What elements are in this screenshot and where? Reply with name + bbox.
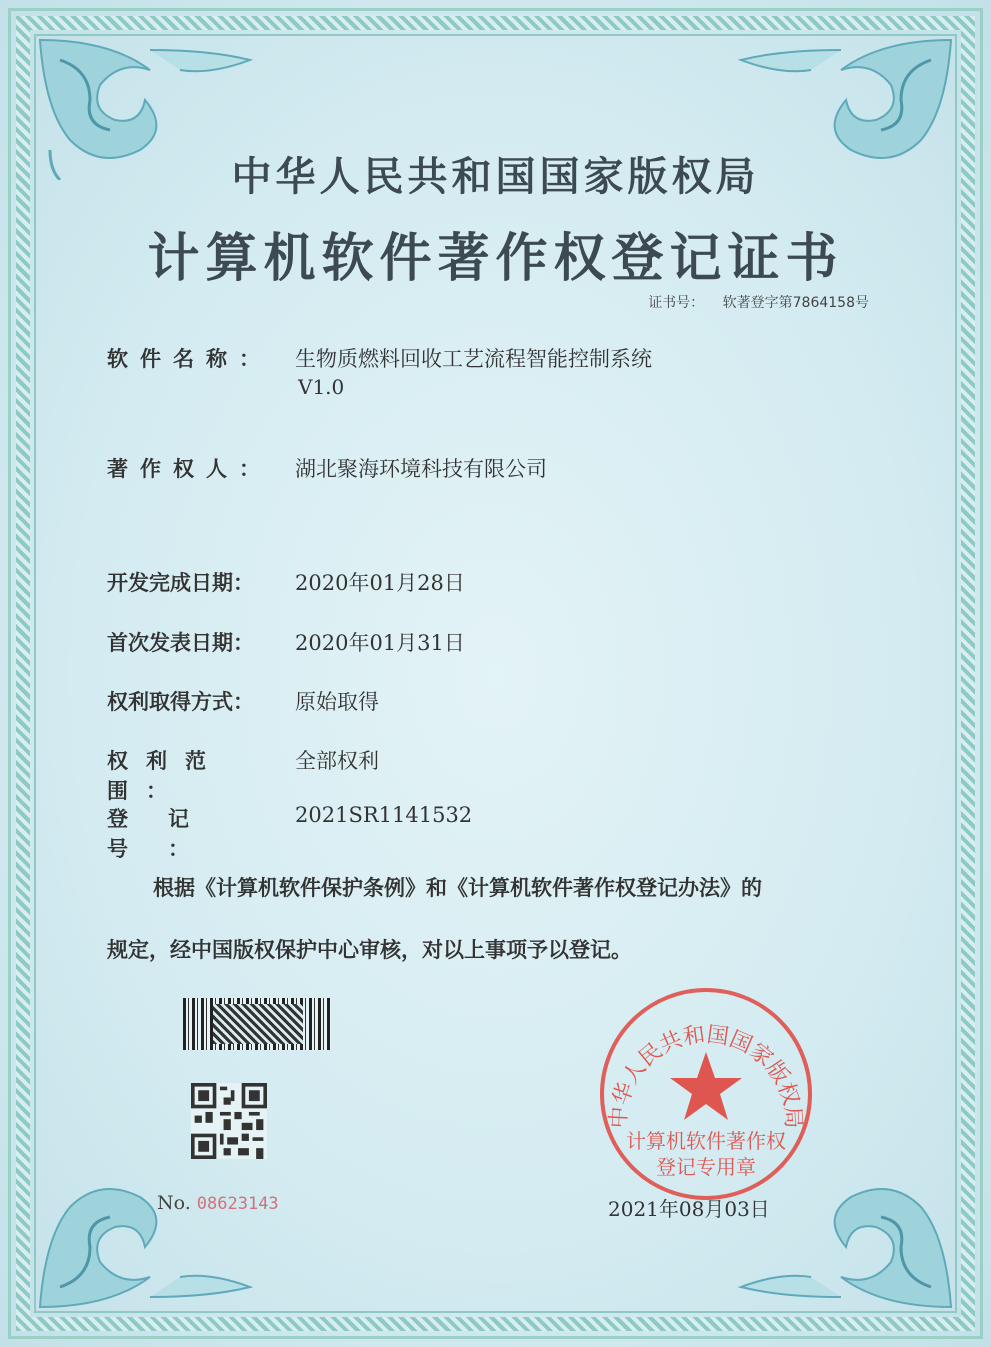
completion-date-value: 2020年01月28日 [295,571,465,595]
software-name-value: 生物质燃料回收工艺流程智能控制系统 [295,347,652,371]
field-publish-date [107,627,465,657]
field-software-name [107,343,652,373]
seal-line2: 登记专用章 [656,1155,756,1179]
reg-no-value: 2021SR1141532 [295,803,473,827]
barcode-icon [183,998,331,1050]
publish-date-label: 首次发表日期： [107,630,254,655]
issue-date: 2021年08月03日 [608,1197,770,1221]
software-version: V1.0 [298,375,345,399]
field-reg-no [107,803,472,863]
field-completion-date [107,567,465,597]
field-scope [107,745,379,805]
serial-value: 08623143 [196,1194,279,1214]
acquisition-value: 原始取得 [295,690,379,714]
corner-ornament-icon [30,1167,260,1317]
acquisition-label: 权利取得方式： [107,689,254,714]
copyright-holder-label: 著作权人： [107,456,272,481]
statement-line1: 根据《计算机软件保护条例》和《计算机软件著作权登记办法》的 [153,875,762,900]
field-copyright-holder [107,453,547,483]
issuer-title: 中华人民共和国国家版权局 [231,153,760,200]
serial-prefix: No. [157,1192,191,1214]
serial-number [157,1192,279,1214]
statement-line2: 规定，经中国版权保护中心审核，对以上事项予以登记。 [107,937,632,962]
completion-date-label: 开发完成日期： [107,570,254,595]
certificate-number [648,292,869,312]
official-seal-icon [594,982,818,1206]
certificate-number-value: 软著登字第7864158号 [722,295,869,311]
field-acquisition [107,686,379,716]
seal-line1: 计算机软件著作权 [626,1129,786,1153]
copyright-holder-value: 湖北聚海环境科技有限公司 [295,457,547,481]
certificate-number-label: 证书号： [648,295,705,311]
certificate-title: 计算机软件著作权登记证书 [147,228,844,289]
scope-value: 全部权利 [295,749,379,773]
scope-label: 权利范围： [107,748,224,803]
publish-date-value: 2020年01月31日 [295,631,465,655]
software-name-label: 软件名称： [107,346,272,371]
qr-code-icon [190,1083,268,1159]
seal-ring-text: 中华人民共和国国家版权局 [606,1022,806,1130]
reg-no-label: 登记号： [107,806,229,861]
